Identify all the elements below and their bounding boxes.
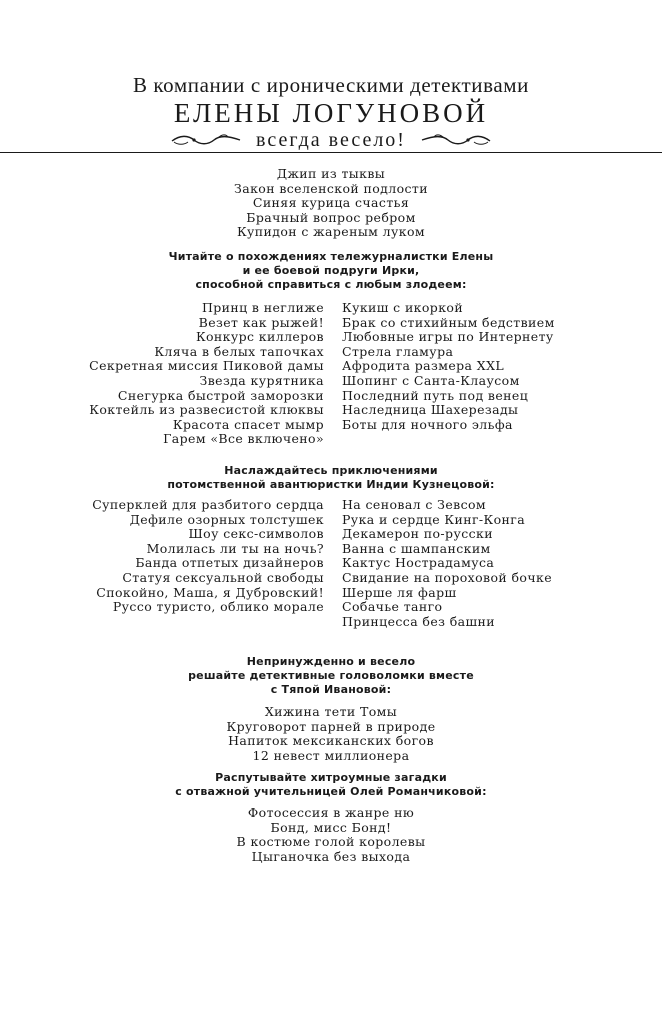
left-flourish-icon (170, 133, 242, 147)
list-item: Напиток мексиканских богов (228, 733, 434, 749)
list-item: Статуя сексуальной свободы (122, 569, 324, 585)
list-item: Шопинг с Санта-Клаусом (342, 372, 520, 388)
list-item: Боты для ночного эльфа (342, 416, 513, 432)
list-item: Цыганочка без выхода (251, 848, 411, 864)
list-item: Кактус Нострадамуса (342, 555, 495, 571)
list-item: Фотосессия в жанре ню (247, 805, 415, 820)
list-item: Стрела гламура (342, 343, 454, 359)
heading-line: с отважной учительницей Олей Романчиковой: (175, 785, 487, 798)
list-item: Молилась ли ты на ночь? (146, 540, 324, 556)
section-4-book-list (0, 806, 662, 864)
heading-line: Распутывайте хитроумные загадки (215, 771, 447, 784)
list-item: Рука и сердце Кинг-Конга (342, 511, 526, 527)
list-item: Банда отпетых дизайнеров (135, 555, 324, 571)
list-item: Хижина тети Томы (264, 704, 398, 719)
list-item: 12 невест миллионера (252, 747, 410, 763)
list-item: Кукиш с икоркой (342, 300, 464, 315)
section-2-heading (0, 464, 662, 492)
list-item: Дефиле озорных толстушек (129, 511, 324, 527)
heading-line: потомственной авантюристки Индии Кузнецовой: (167, 478, 495, 491)
page-header (0, 72, 662, 152)
list-item: Брак со стихийным бедствием (342, 314, 555, 330)
list-item: Принцесса без башни (342, 613, 496, 629)
author-name: ЕЛЕНЫ ЛОГУНОВОЙ (173, 98, 489, 128)
header-line-1: В компании с ироническими детективами (132, 73, 530, 97)
right-column (342, 301, 555, 432)
list-item: Коктейль из развесистой клюквы (89, 402, 324, 418)
list-item: Везет как рыжей! (198, 314, 324, 330)
left-column (89, 301, 324, 447)
list-item: Спокойно, Маша, я Дубровский! (96, 584, 324, 600)
header-divider (0, 152, 662, 153)
section-3-book-list (0, 705, 662, 763)
list-item: Руссо туристо, облико морале (112, 599, 324, 615)
left-column (92, 498, 324, 615)
list-item: В костюме голой королевы (236, 834, 426, 850)
list-item: Последний путь под венец (342, 387, 529, 403)
list-item: Гарем «Все включено» (163, 431, 324, 447)
section-4-heading (0, 771, 662, 799)
list-item: Синяя курица счастья (252, 195, 410, 211)
list-item: Любовные игры по Интернету (342, 329, 554, 345)
heading-line: решайте детективные головоломки вместе (188, 669, 474, 682)
header-line-3: всегда весело! (256, 128, 406, 151)
list-item: Суперклей для разбитого сердца (92, 497, 324, 512)
list-item: Кляча в белых тапочках (154, 343, 324, 359)
right-flourish-icon (420, 133, 492, 147)
list-item: Джип из тыквы (276, 166, 386, 181)
list-item: Собачье танго (342, 599, 443, 615)
list-item: Декамерон по-русски (342, 526, 493, 542)
list-item: Бонд, мисс Бонд! (270, 819, 392, 835)
list-item: Шерше ля фарш (342, 584, 457, 600)
list-item: Конкурс киллеров (195, 329, 324, 345)
list-item: Принц в неглиже (201, 300, 324, 315)
heading-line: Непринужденно и весело (246, 655, 416, 668)
list-item: Секретная миссия Пиковой дамы (89, 358, 324, 374)
heading-line: и ее боевой подруги Ирки, (242, 264, 420, 277)
list-item: Купидон с жареным луком (236, 224, 426, 240)
list-item: Круговорот парней в природе (226, 718, 436, 734)
list-item: Закон вселенской подлости (234, 180, 428, 196)
header-line-3-row (0, 128, 662, 152)
list-item: Красота спасет мымр (172, 416, 324, 432)
right-column (342, 498, 552, 629)
heading-line: Читайте о похождениях тележурналистки Елены (168, 250, 494, 263)
heading-line: с Тяпой Ивановой: (270, 683, 392, 696)
list-item: Брачный вопрос ребром (246, 209, 416, 225)
list-item: Снегурка быстрой заморозки (117, 387, 324, 403)
heading-line: способной справиться с любым злодеем: (195, 278, 467, 291)
list-item: Свидание на пороховой бочке (342, 569, 553, 585)
intro-book-list (0, 167, 662, 240)
list-item: Шоу секс-символов (188, 526, 324, 542)
section-1-heading (0, 250, 662, 292)
list-item: На сеновал с Зевсом (342, 497, 487, 512)
list-item: Наследница Шахерезады (342, 402, 519, 418)
heading-line: Наслаждайтесь приключениями (224, 464, 438, 477)
list-item: Ванна с шампанским (342, 540, 491, 556)
list-item: Афродита размера XXL (342, 358, 505, 374)
list-item: Звезда курятника (199, 372, 324, 388)
section-3-heading (0, 655, 662, 697)
